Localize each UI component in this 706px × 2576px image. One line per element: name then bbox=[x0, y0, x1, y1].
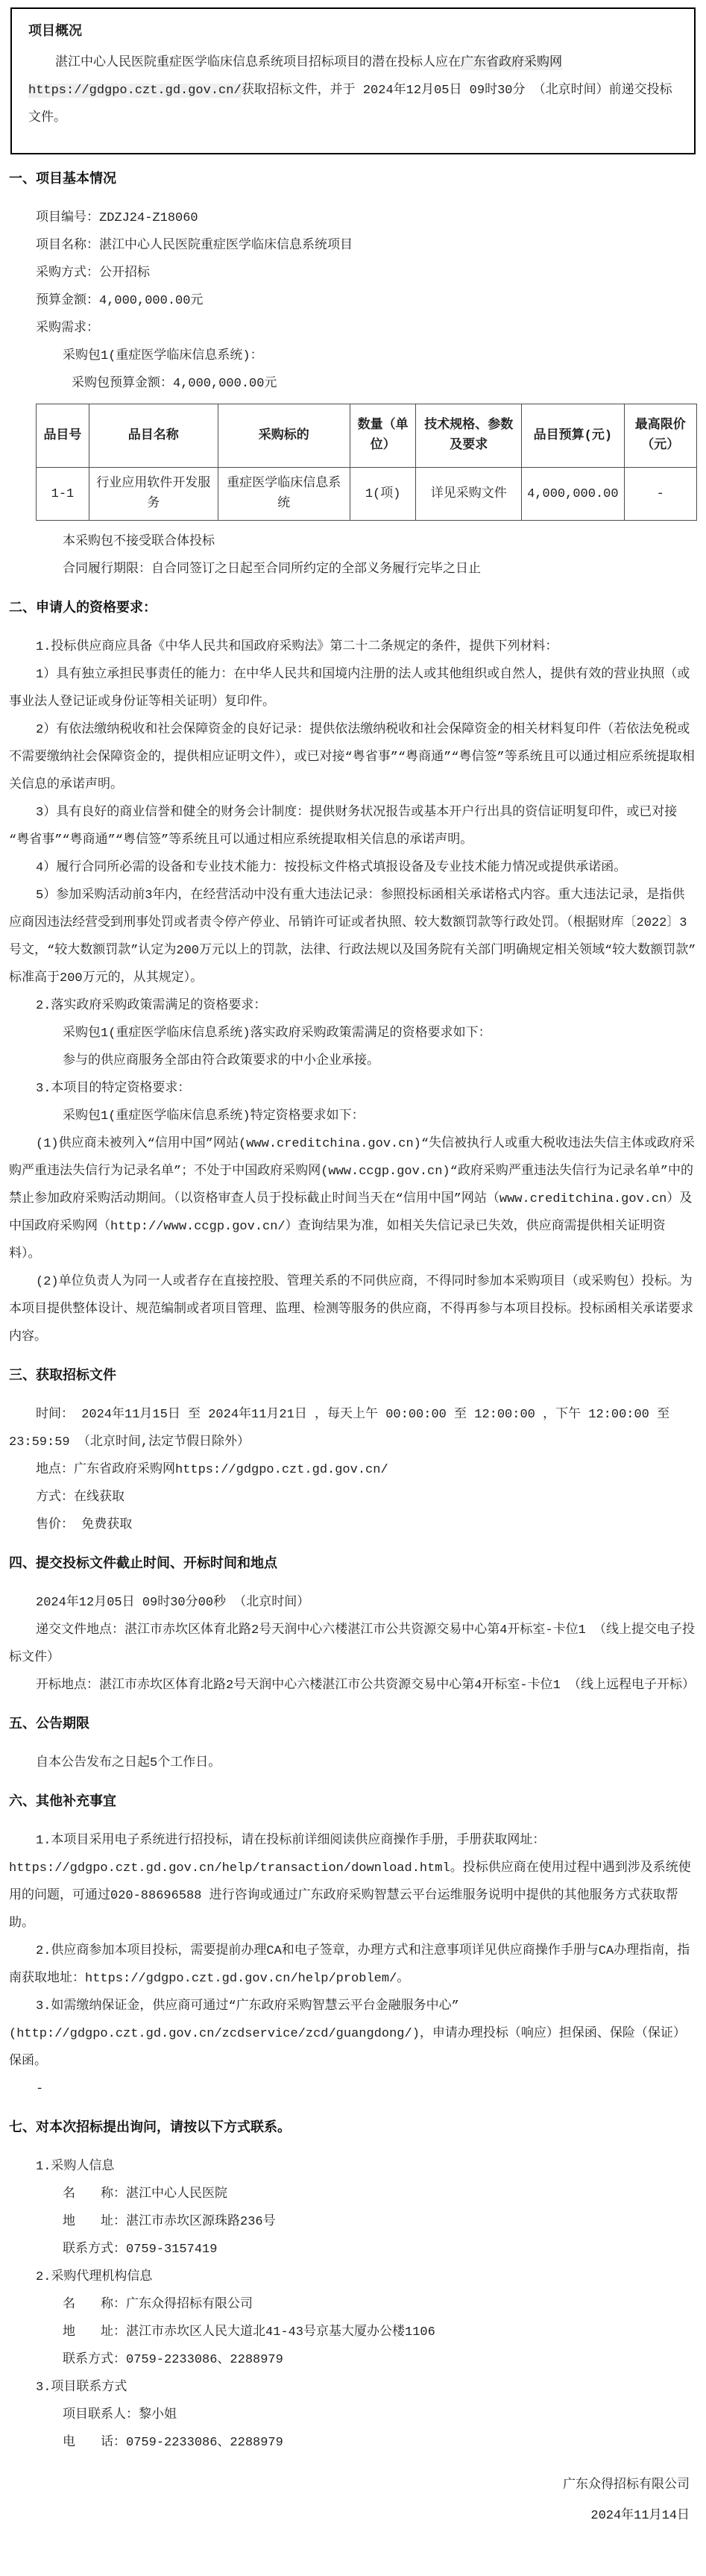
header-item-name: 品目名称 bbox=[89, 404, 218, 468]
cell-item-name: 行业应用软件开发服务 bbox=[89, 468, 218, 521]
cell-procurement-subject: 重症医学临床信息系统 bbox=[218, 468, 350, 521]
table-row bbox=[37, 468, 697, 521]
overview-text-suffix: 获取招标文件，并于 2024年12月05日 09时30分 （北京时间）前递交投标文件。 bbox=[28, 84, 672, 125]
purchaser-address: 地 址：湛江市赤坎区源珠路236号 bbox=[63, 2215, 276, 2229]
supplementary-dash: - bbox=[36, 2082, 44, 2096]
qualification-subitem: 采购包1(重症医学临床信息系统)特定资格要求如下： bbox=[63, 1109, 365, 1124]
bid-deadline: 2024年12月05日 09时30分00秒 （北京时间） bbox=[36, 1596, 310, 1610]
agency-info-title: 2.采购代理机构信息 bbox=[36, 2270, 153, 2284]
project-contact-title: 3.项目联系方式 bbox=[36, 2381, 127, 2395]
project-overview-box bbox=[10, 7, 696, 154]
qualification-item: (2)单位负责人为同一人或者存在直接控股、管理关系的不同供应商，不得同时参加本采购项目（或采购包）投标。为本项目提供整体设计、规范编制或者项目管理、监理、检测等服务的供应商，不得再参与本项目投标。投标函相关承诺要求内容。 bbox=[9, 1275, 693, 1344]
qualification-item: 5）参加采购活动前3年内，在经营活动中没有重大违法记录：参照投标函相关承诺格式内容。重大违法记录，是指供应商因违法经营受到刑事处罚或者责令停产停业、吊销许可证或者执照、较大数额罚款等行政处罚。（根据财库〔2022〕3号文，“较大数额罚款”认定为200万元以上的罚款，法律、行政法规以及国务院有关部门明确规定相关领域“较大数额罚款”标准高于200万元的，从其规定）。 bbox=[9, 889, 696, 985]
procurement-items-table bbox=[36, 404, 697, 521]
qualification-subitem: 参与的供应商服务全部由符合政策要求的中小企业承接。 bbox=[63, 1054, 379, 1068]
signature-org: 广东众得招标有限公司 bbox=[563, 2478, 690, 2492]
section7-heading: 七、对本次招标提出询问，请按以下方式联系。 bbox=[9, 2121, 291, 2136]
cell-price-limit: - bbox=[624, 468, 697, 521]
agency-address: 地 址：湛江市赤坎区人民大道北41-43号京基大厦办公楼1106 bbox=[63, 2325, 435, 2340]
qualification-item: 1）具有独立承担民事责任的能力：在中华人民共和国境内注册的法人或其他组织或自然人，提供有效的营业执照（或事业法人登记证或身份证等相关证明）复印件。 bbox=[9, 668, 690, 709]
package-budget: 采购包预算金额：4,000,000.00元 bbox=[72, 377, 277, 391]
qualification-subitem: 采购包1(重症医学临床信息系统)落实政府采购政策需满足的资格要求如下： bbox=[63, 1027, 491, 1041]
header-procurement-subject: 采购标的 bbox=[218, 404, 350, 468]
qualification-item: 3.本项目的特定资格要求： bbox=[36, 1082, 191, 1096]
project-contact-phone: 电 话：0759-2233086、2288979 bbox=[63, 2436, 283, 2450]
project-contact-person: 项目联系人：黎小姐 bbox=[63, 2408, 177, 2422]
purchaser-name: 名 称：湛江中心人民医院 bbox=[63, 2187, 227, 2201]
header-tech-specs: 技术规格、参数及要求 bbox=[416, 404, 522, 468]
section1-heading: 一、项目基本情况 bbox=[9, 172, 116, 187]
section3-heading: 三、获取招标文件 bbox=[9, 1369, 116, 1384]
agency-name: 名 称：广东众得招标有限公司 bbox=[63, 2298, 253, 2312]
section5-heading: 五、公告期限 bbox=[9, 1717, 89, 1732]
bid-submission-place: 递交文件地点：湛江市赤坎区体育北路2号天润中心六楼湛江市公共资源交易中心第4开标室-卡位1 （线上提交电子投标文件） bbox=[9, 1623, 696, 1665]
bid-opening-place: 开标地点：湛江市赤坎区体育北路2号天润中心六楼湛江市公共资源交易中心第4开标室-卡位1 （线上远程电子开标） bbox=[36, 1679, 696, 1693]
agency-contact: 联系方式：0759-2233086、2288979 bbox=[63, 2353, 283, 2367]
field-budget-amount: 预算金额：4,000,000.00元 bbox=[36, 294, 204, 308]
cell-quantity-unit: 1(项) bbox=[350, 468, 416, 521]
cell-item-number: 1-1 bbox=[37, 468, 89, 521]
field-project-number: 项目编号：ZDZJ24-Z18060 bbox=[36, 211, 198, 225]
doc-obtain-time: 时间： 2024年11月15日 至 2024年11月21日 ，每天上午 00:00:00 至 12:00:00 ，下午 12:00:00 至 23:59:59 （北京时间,法定节假日除外） bbox=[9, 1408, 670, 1450]
purchaser-info-title: 1.采购人信息 bbox=[36, 2160, 115, 2174]
signature-date: 2024年11月14日 bbox=[590, 2509, 690, 2523]
qualification-item: 2）有依法缴纳税收和社会保障资金的良好记录：提供依法缴纳税收和社会保障资金的相关材料复印件（若依法免税或不需要缴纳社会保障资金的，提供相应证明文件），或已对接“粤省事”“粤商通”“粤信签”等系统且可以通过相应系统提取相关信息的承诺声明。 bbox=[9, 723, 695, 792]
doc-obtain-price: 售价： 免费获取 bbox=[36, 1518, 133, 1532]
overview-text-prefix: 湛江中心人民医院重症医学临床信息系统项目招标项目的潜在投标人应在 bbox=[55, 56, 461, 70]
package-title: 采购包1(重症医学临床信息系统)： bbox=[63, 349, 263, 363]
header-price-limit: 最高限价（元） bbox=[624, 404, 697, 468]
qualification-item: 2.落实政府采购政策需满足的资格要求： bbox=[36, 999, 267, 1013]
supplementary-item: 1.本项目采用电子系统进行招投标，请在投标前详细阅读供应商操作手册，手册获取网址：https://gdgpo.czt.gd.gov.cn/help/transaction/download.html。投标供应商在使用过程中遇到涉及系统使用的问题，可通过020-88696588 进行咨询或通过广东政府采购智慧云平台运维服务说明中提供的其他服务方式获取帮助。 bbox=[9, 1834, 691, 1931]
section6-heading: 六、其他补充事宜 bbox=[9, 1795, 116, 1810]
cell-item-budget: 4,000,000.00 bbox=[522, 468, 624, 521]
table-header-row bbox=[37, 404, 697, 468]
qualification-item: 1.投标供应商应具备《中华人民共和国政府采购法》第二十二条规定的条件，提供下列材料： bbox=[36, 640, 558, 654]
note-no-consortium: 本采购包不接受联合体投标 bbox=[63, 535, 215, 549]
announcement-period: 自本公告发布之日起5个工作日。 bbox=[36, 1756, 221, 1770]
field-procurement-demand: 采购需求： bbox=[36, 322, 99, 336]
overview-title: 项目概况 bbox=[28, 25, 82, 40]
signature-block bbox=[9, 2470, 697, 2531]
qualification-item: 4）履行合同所必需的设备和专业技术能力：按投标文件格式填报设备及专业技术能力情况或提供承诺函。 bbox=[36, 861, 627, 875]
qualification-item: 3）具有良好的商业信誉和健全的财务会计制度：提供财务状况报告或基本开户行出具的资信证明复印件，或已对接“粤省事”“粤商通”“粤信签”等系统且可以通过相应系统提取相关信息的承诺声明。 bbox=[9, 806, 678, 847]
section4-heading: 四、提交投标文件截止时间、开标时间和地点 bbox=[9, 1557, 277, 1572]
header-quantity-unit: 数量（单位） bbox=[350, 404, 416, 468]
field-procurement-method: 采购方式：公开招标 bbox=[36, 266, 150, 281]
header-item-number: 品目号 bbox=[37, 404, 89, 468]
section2-heading: 二、申请人的资格要求： bbox=[9, 601, 157, 616]
purchaser-contact: 联系方式：0759-3157419 bbox=[63, 2243, 218, 2257]
header-item-budget: 品目预算(元) bbox=[522, 404, 624, 468]
cell-tech-specs: 详见采购文件 bbox=[416, 468, 522, 521]
note-contract-period: 合同履行期限：自合同签订之日起至合同所约定的全部义务履行完毕之日止 bbox=[63, 562, 481, 577]
supplementary-item: 3.如需缴纳保证金，供应商可通过“广东政府采购智慧云平台金融服务中心”(http://gdgpo.czt.gd.gov.cn/zcdservice/zcd/guangdong/)，申请办理投标（响应）担保函、保险（保证）保函。 bbox=[9, 1999, 686, 2069]
doc-obtain-place: 地点：广东省政府采购网https://gdgpo.czt.gd.gov.cn/ bbox=[36, 1463, 388, 1477]
field-project-name: 项目名称：湛江中心人民医院重症医学临床信息系统项目 bbox=[36, 239, 353, 253]
overview-paragraph bbox=[28, 49, 678, 132]
doc-obtain-method: 方式：在线获取 bbox=[36, 1491, 125, 1505]
supplementary-item: 2.供应商参加本项目投标，需要提前办理CA和电子签章，办理方式和注意事项详见供应商操作手册与CA办理指南，指南获取地址：https://gdgpo.czt.gd.gov.cn/help/problem/。 bbox=[9, 1944, 690, 1986]
procurement-site-link[interactable]: 广东省政府采购网https://gdgpo.czt.gd.gov.cn/ bbox=[28, 56, 562, 98]
qualification-item: (1)供应商未被列入“信用中国”网站(www.creditchina.gov.cn)“失信被执行人或重大税收违法失信主体或政府采购严重违法失信行为记录名单”；不处于中国政府采购网(www.ccgp.gov.cn)“政府采购严重违法失信行为记录名单”中的禁止参加政府采购活动期间。（以资格审查人员于投标截止时间当天在“信用中国”网站（www.creditchina.gov.cn）及中国政府采购网（http://www.ccgp.gov.cn/）查询结果为准，如相关失信记录已失效，供应商需提供相关证明资料）。 bbox=[9, 1137, 696, 1262]
